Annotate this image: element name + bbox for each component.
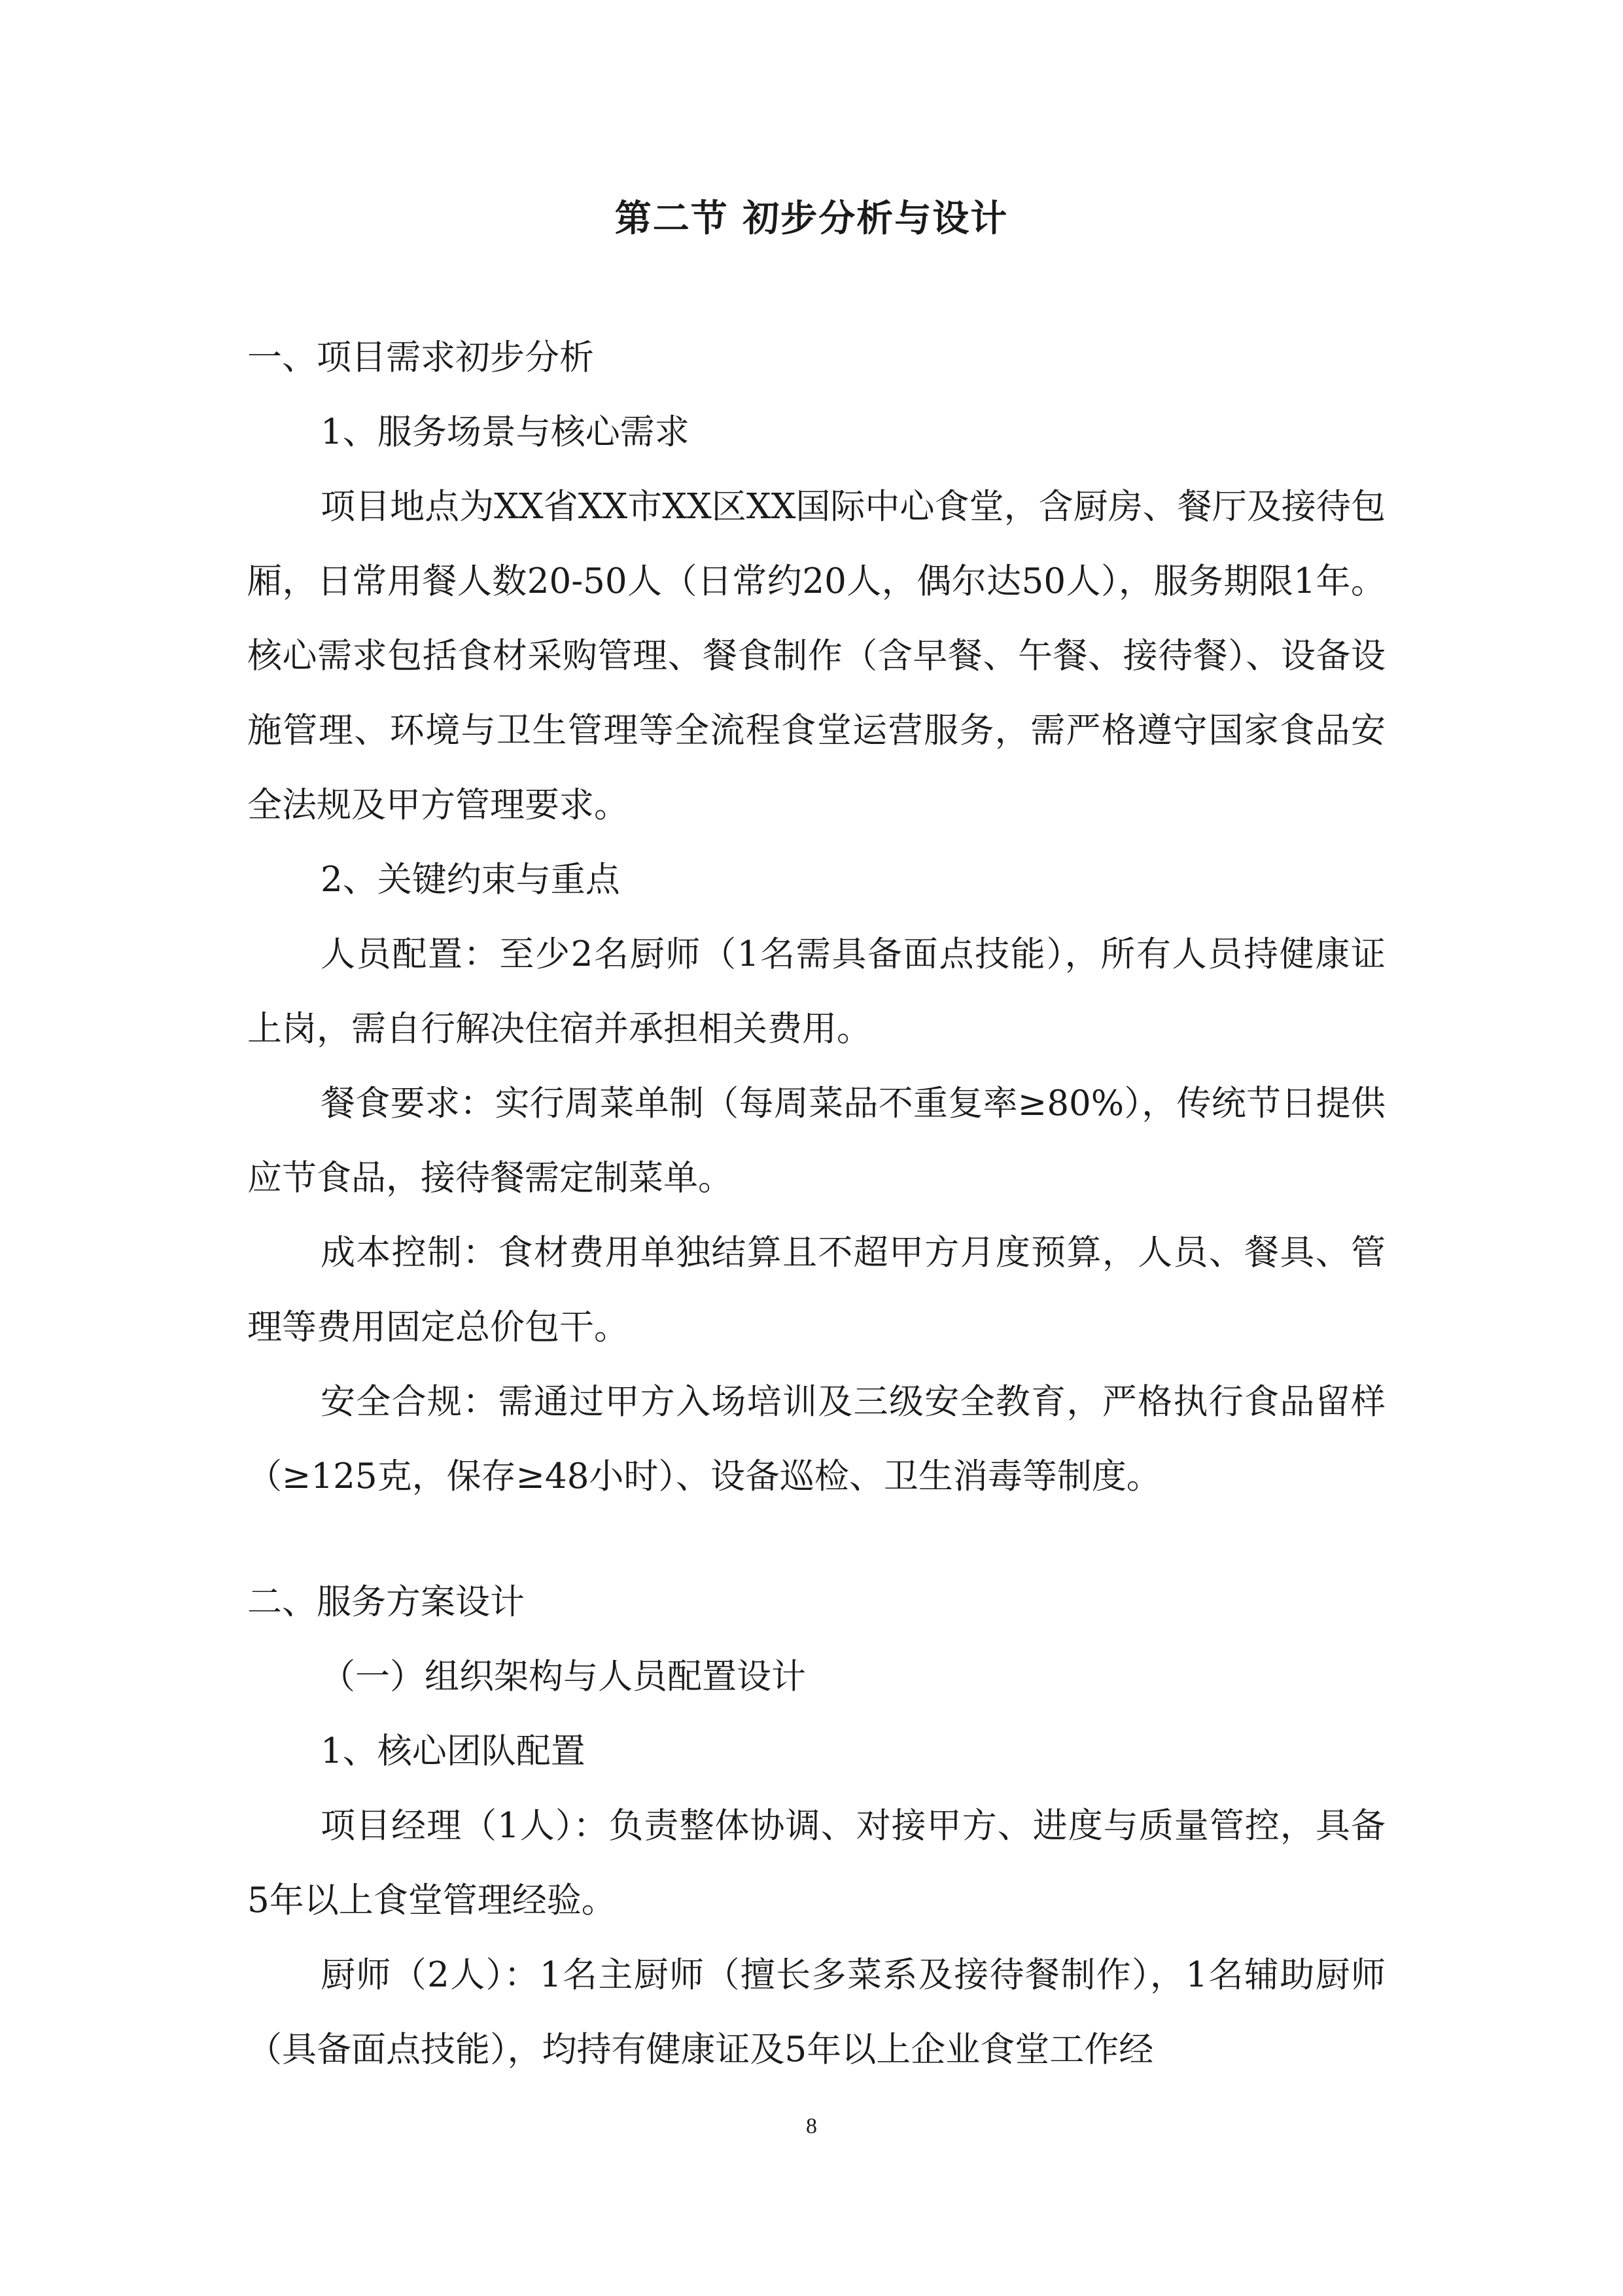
heading-service-plan: 二、服务方案设计 (247, 1582, 525, 1622)
paragraph-project-manager: 项目经理（1人）：负责整体协调、对接甲方、进度与质量管控，具备5年以上食堂管理经验。 (247, 1806, 1386, 1920)
subheading-service-scenario: 1、服务场景与核心需求 (321, 412, 689, 452)
section-title: 第二节 初步分析与设计 (614, 198, 1009, 240)
paragraph-safety-compliance: 安全合规：需通过甲方入场培训及三级安全教育，严格执行食品留样（≥125克，保存≥48小时）、设备巡检、卫生消毒等制度。 (247, 1382, 1386, 1496)
paragraph-project-location: 项目地点为XX省XX市XX区XX国际中心食堂，含厨房、餐厅及接待包厢，日常用餐人数20-50人（日常约20人，偶尔达50人），服务期限1年。核心需求包括食材采购管理、餐食制作（含早餐、午餐、接待餐）、设备设施管理、环境与卫生管理等全流程食堂运营服务，需严格遵守国家食品安全法规及甲方管理要求。 (247, 487, 1386, 825)
paragraph-meal-requirements: 餐食要求：实行周菜单制（每周菜品不重复率≥80%），传统节日提供应节食品，接待餐需定制菜单。 (247, 1084, 1386, 1198)
heading-requirements-analysis: 一、项目需求初步分析 (247, 338, 594, 378)
subheading-core-team: 1、核心团队配置 (321, 1731, 585, 1771)
paragraph-cost-control: 成本控制：食材费用单独结算且不超甲方月度预算，人员、餐具、管理等费用固定总价包干。 (247, 1233, 1386, 1347)
subheading-organization: （一）组织架构与人员配置设计 (321, 1657, 806, 1697)
paragraph-chefs: 厨师（2人）：1名主厨师（擅长多菜系及接待餐制作），1名辅助厨师（具备面点技能），均持有健康证及5年以上企业食堂工作经 (247, 1955, 1386, 2070)
page-number: 8 (806, 2114, 817, 2138)
subheading-key-constraints: 2、关键约束与重点 (321, 860, 620, 900)
paragraph-staffing: 人员配置：至少2名厨师（1名需具备面点技能），所有人员持健康证上岗，需自行解决住宿并承担相关费用。 (247, 934, 1386, 1049)
body-text (247, 321, 1386, 2087)
